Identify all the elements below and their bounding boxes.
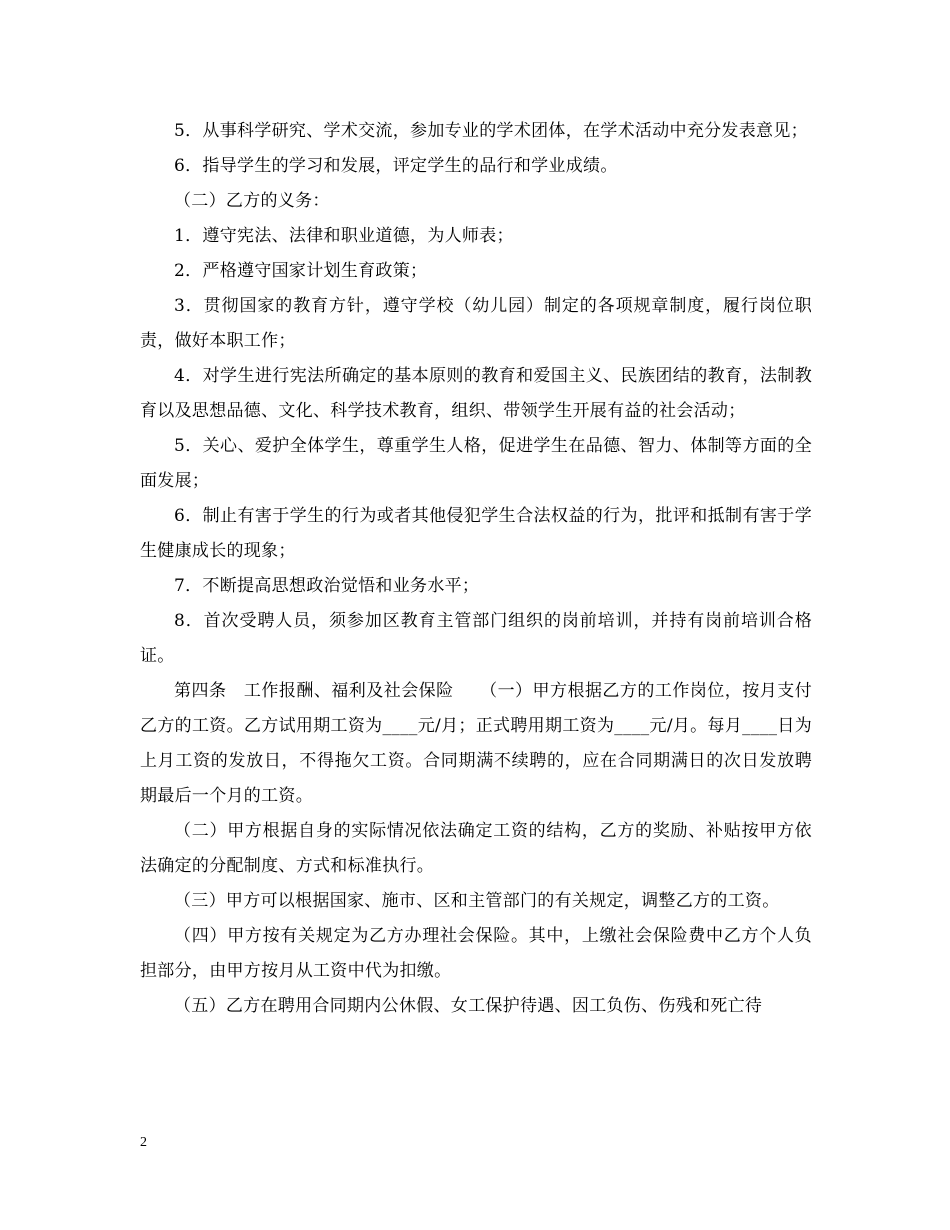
paragraph: 5．关心、爱护全体学生，尊重学生人格，促进学生在品德、智力、体制等方面的全面发展； [140, 436, 812, 491]
paragraph: 5．从事科学研究、学术交流，参加专业的学术团体，在学术活动中充分发表意见； [174, 121, 808, 141]
paragraph: （三）甲方可以根据国家、施市、区和主管部门的有关规定，调整乙方的工资。 [174, 891, 780, 911]
paragraph: 第四条 工作报酬、福利及社会保险 （一）甲方根据乙方的工作岗位，按月支付乙方的工资。乙方试用期工资为____元/月；正式聘用期工资为____元/月。每月____日为上月工资的发放日，不得拖欠工资。合同期满不续聘的，应在合同期满日的次日发放聘期最后一个月的工资。 [140, 681, 812, 806]
paragraph: 6．制止有害于学生的行为或者其他侵犯学生合法权益的行为，批评和抵制有害于学生健康成长的现象； [140, 506, 812, 561]
paragraph: 7．不断提高思想政治觉悟和业务水平； [174, 576, 480, 596]
paragraph: （五）乙方在聘用合同期内公休假、女工保护待遇、因工负伤、伤残和死亡待 [174, 996, 763, 1016]
paragraph: 8．首次受聘人员，须参加区教育主管部门组织的岗前培训，并持有岗前培训合格证。 [140, 611, 812, 666]
paragraph: 6．指导学生的学习和发展，评定学生的品行和学业成绩。 [174, 156, 618, 176]
paragraph: 2．严格遵守国家计划生育政策； [174, 261, 428, 281]
paragraph: （四）甲方按有关规定为乙方办理社会保险。其中，上缴社会保险费中乙方个人负担部分，由甲方按月从工资中代为扣缴。 [140, 926, 812, 981]
paragraph: 1．遵守宪法、法律和职业道德，为人师表； [174, 226, 514, 246]
document-body [140, 114, 812, 1024]
page-number: 2 [140, 1135, 147, 1150]
paragraph: （二）甲方根据自身的实际情况依法确定工资的结构，乙方的奖励、补贴按甲方依法确定的分配制度、方式和标准执行。 [140, 821, 812, 876]
paragraph: （二）乙方的义务： [174, 191, 330, 211]
paragraph: 3．贯彻国家的教育方针，遵守学校（幼儿园）制定的各项规章制度，履行岗位职责，做好本职工作； [140, 296, 812, 351]
paragraph: 4．对学生进行宪法所确定的基本原则的教育和爱国主义、民族团结的教育，法制教育以及思想品德、文化、科学技术教育，组织、带领学生开展有益的社会活动； [140, 366, 812, 421]
